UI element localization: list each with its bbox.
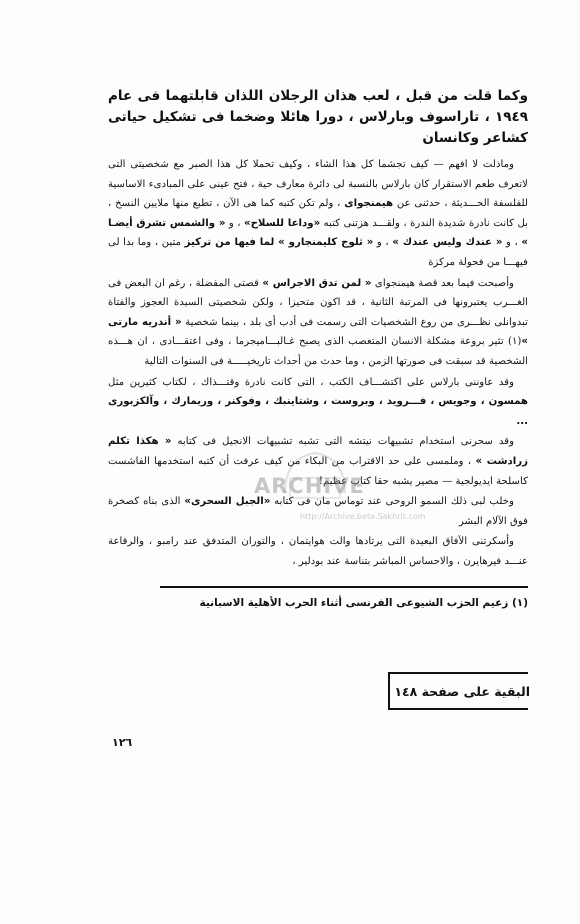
- bold-title-run: « ثلوج كليمنجارو » لما فيها من تركيز: [184, 237, 374, 249]
- watermark-text: ARCHIVE: [254, 474, 365, 498]
- body-paragraph: [108, 155, 528, 273]
- text-run: ، ولم تكن كتبه كما هى الآن ، تطبع منها ملايين النسخ ، بل كانت نادرة شديدة الندرة ، ولقـــد هزتنى كتبه: [108, 198, 528, 229]
- headline: وكما قلت من قبل ، لعب هذان الرجلان اللذان قابلتهما فى عام ١٩٤٩ ، تاراسوف وبارلاس ، دورا هائلا وضخما فى تشكيل حياتى كشاعر وكانسان: [108, 88, 528, 146]
- text-run: وخلب لبى ذلك السمو الروحى عند توماس مان فى كتابه: [270, 496, 514, 508]
- text-run: (١) تثير بروعة مشكلة الانسان المتعصب الذى يصبح غـالبـــاميجرما ، وفى اعتقـــادى ، ان هـــذه الشخصية قد سبقت فى صورتها الزمن ، وما حدث من أحداث تاريخيـــــة فى السنوات التالية: [108, 336, 528, 367]
- text-run: وأسكرتنى الآفاق البعيدة التى يرتادها والت هوايتمان ، والتوران المتدفق عند رامبو ، والرقاعة عنـــد فيرهايرن ، والاحساس المباشر بتناسة عند بودلير ،: [108, 536, 528, 567]
- text-run: ، و: [225, 217, 244, 229]
- text-run: وماذلت لا افهم — كيف تجشما كل هذا الشاء ، وكيف تحملا كل هذا الصبر مع شخصيتى التى لاتعرف طعم الاستقرار كان بارلاس بالنسبة لى دائرة معارف حية ، فتح عينى على المبادىء الاساسية للفلسفة الحـــديثة ، حدثنى عن: [108, 159, 529, 210]
- bold-title-run: «وداعا للسلاح»: [244, 217, 321, 229]
- bold-title-run: همسون ، وجويس ، فـــرويد ، وبروست ، وشتاينبك ، وفوكنر ، وريمارك ، وآلكزبورى ...: [108, 396, 528, 427]
- watermark-url: http://Archive.beta.Sakhrit.com: [300, 512, 426, 521]
- bold-title-run: « والشمس تشرق أيضـا »: [108, 217, 528, 249]
- body-paragraph: [108, 373, 528, 432]
- footnote-rule: [160, 586, 528, 588]
- bold-title-run: «الجبل السحرى»: [184, 496, 271, 508]
- text-run: قصتى المفضلة ، رغم ان البعض فى الغـــرب يعتبرونها فى المرتبة الثانية ، قد اكون متحيزا ، ولكن شخصيتى السيدة العجوز والفتاة تبدوانلى نظـــرى من روع الشخصيات التى رسمت فى أدب أى بلد ، بينما شخصية: [108, 277, 528, 328]
- bold-title-run: « عندك وليس عندك »: [392, 237, 503, 249]
- text-run: وقد عاوننى بارلاس على اكتشـــاف الكتب ، التى كانت نادرة وقتـــذاك ، لكتاب كثيرين مثل: [108, 376, 514, 388]
- body-paragraph: [108, 532, 528, 571]
- text-run: ، و: [502, 237, 522, 249]
- bold-title-run: « لمن تدق الاجراس »: [262, 277, 372, 289]
- text-run: ، وملمسى على حد الاقتراب من البكاء من كيف عرفت أن كتبه استخدمها الفاشست كاسلحة ايديولجية — مصير يشبه حقا كتاب عظيم!: [108, 455, 528, 487]
- text-run: متين ، وما بدا لى فيهـــا من فحولة مركزة: [108, 237, 528, 268]
- text-run: وأصبحت فيما بعد قصة هيمنجواى: [371, 277, 514, 289]
- bold-title-run: « هكذا تكلم زرادشت »: [108, 436, 529, 467]
- bold-title-run: هيمنجواى: [344, 198, 394, 210]
- body-paragraph: [108, 274, 528, 372]
- footnote: (١) زعيم الحزب الشيوعى الفرنسى أثناء الحرب الأهلية الاسبانية: [199, 597, 528, 609]
- continued-rule-bottom: [388, 708, 528, 710]
- bold-title-run: « أندريه مارتى »: [108, 316, 528, 348]
- continued-rule-top: [388, 672, 528, 674]
- text-run: الذى بناه كصخرة فوق الآلام البشر: [108, 496, 528, 527]
- page-number: ١٢٦: [112, 736, 133, 749]
- continued-on-page-note: البقية على صفحة ١٤٨: [394, 684, 530, 699]
- text-run: ، و: [373, 237, 393, 249]
- text-run: وقد سحرنى استخدام تشبيهات نيتشه التى تشبه تشبيهات الانجيل فى كتابه: [171, 436, 514, 448]
